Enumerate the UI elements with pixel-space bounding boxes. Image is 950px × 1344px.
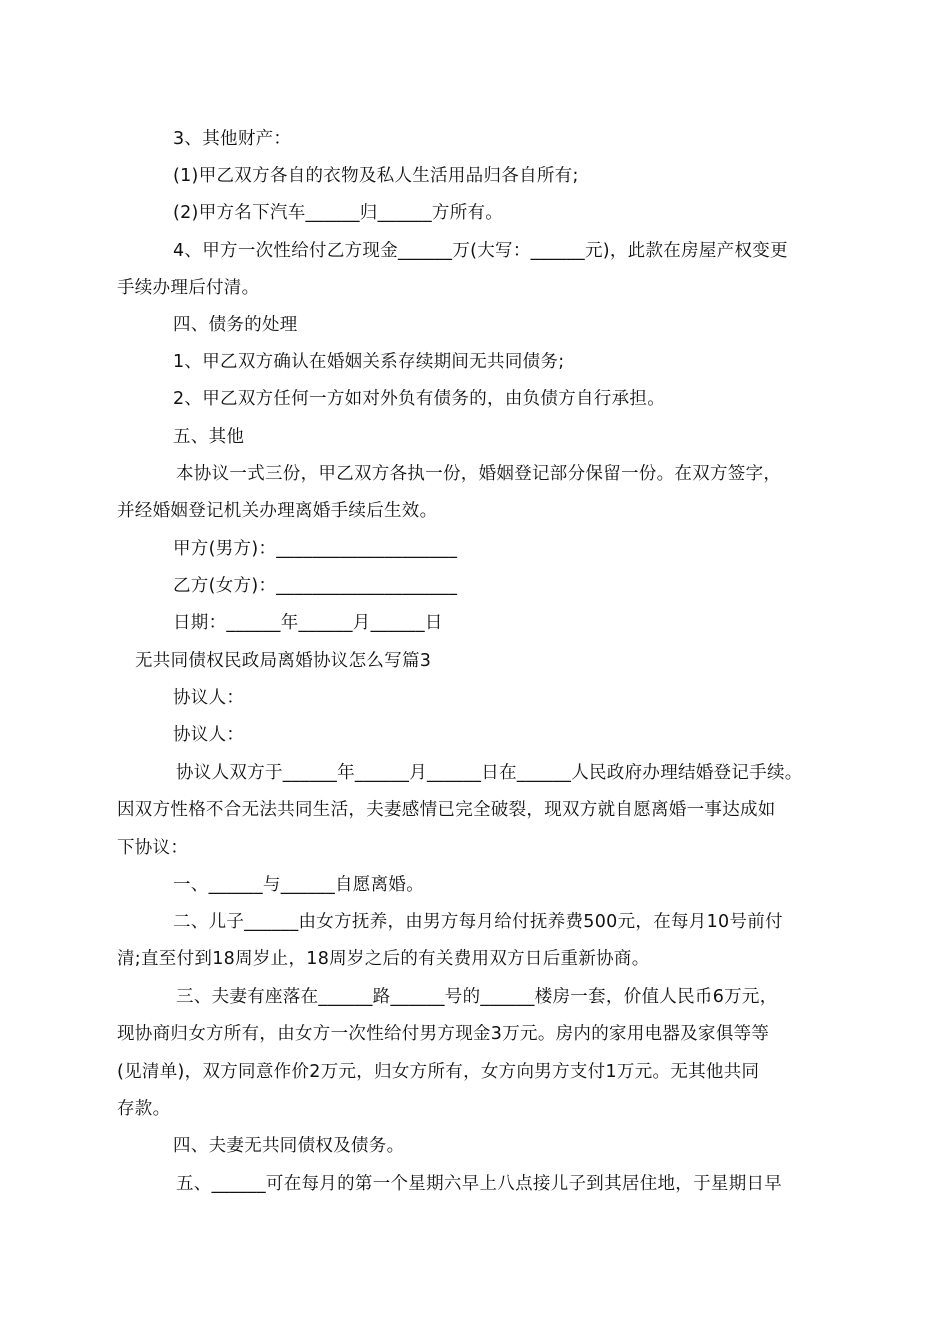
section-heading: 四、债务的处理 (173, 315, 298, 335)
text-line: 协议人： (173, 725, 245, 745)
text-line: 因双方性格不合无法共同生活，夫妻感情已完全破裂，现双方就自愿离婚一事达成如 (117, 800, 776, 820)
text-line: 并经婚姻登记机关办理离婚手续后生效。 (117, 501, 438, 521)
text-line: 本协议一式三份，甲乙双方各执一份，婚姻登记部分保留一份。在双方签字， (176, 464, 782, 484)
text-line: 一、______与______自愿离婚。 (173, 875, 424, 895)
text-line: 3、其他财产： (173, 129, 292, 149)
text-line: (2)甲方名下汽车______归______方所有。 (173, 203, 504, 223)
text-line: 手续办理后付清。 (117, 278, 260, 298)
text-line: 二、儿子______由女方抚养，由男方每月给付抚养费500元，在每月10号前付 (173, 912, 783, 932)
document-title: 无共同债权民政局离婚协议怎么写篇3 (135, 651, 432, 671)
text-line: 四、夫妻无共同债权及债务。 (173, 1136, 405, 1156)
text-line: 协议人双方于______年______月______日在______人民政府办理结婚登记手续。 (176, 763, 803, 783)
text-line: 清;直至付到18周岁止，18周岁之后的有关费用双方日后重新协商。 (117, 949, 650, 969)
text-line: 4、甲方一次性给付乙方现金______万(大写：______元)，此款在房屋产权变更 (173, 241, 788, 261)
section-heading: 五、其他 (173, 427, 245, 447)
text-line: 下协议： (117, 838, 189, 858)
text-line: (1)甲乙双方各自的衣物及私人生活用品归各自所有; (173, 166, 579, 186)
text-line: 现协商归女方所有，由女方一次性给付男方现金3万元。房内的家用电器及家俱等等 (117, 1024, 770, 1044)
signature-line-party-b: 乙方(女方)：____________________ (173, 576, 458, 596)
text-line: 协议人： (173, 688, 245, 708)
text-line: 2、甲乙双方任何一方如对外负有债务的，由负债方自行承担。 (173, 389, 666, 409)
date-line: 日期：______年______月______日 (173, 613, 443, 633)
text-line: 三、夫妻有座落在______路______号的______楼房一套，价值人民币6万元， (176, 987, 778, 1007)
text-line: 1、甲乙双方确认在婚姻关系存续期间无共同债务; (173, 352, 565, 372)
text-line: 五、______可在每月的第一个星期六早上八点接儿子到其居住地，于星期日早 (176, 1174, 783, 1194)
signature-line-party-a: 甲方(男方)：____________________ (173, 539, 458, 559)
text-line: 存款。 (117, 1099, 171, 1119)
text-line: (见清单)，双方同意作价2万元，归女方所有，女方向男方支付1万元。无其他共同 (117, 1062, 760, 1082)
